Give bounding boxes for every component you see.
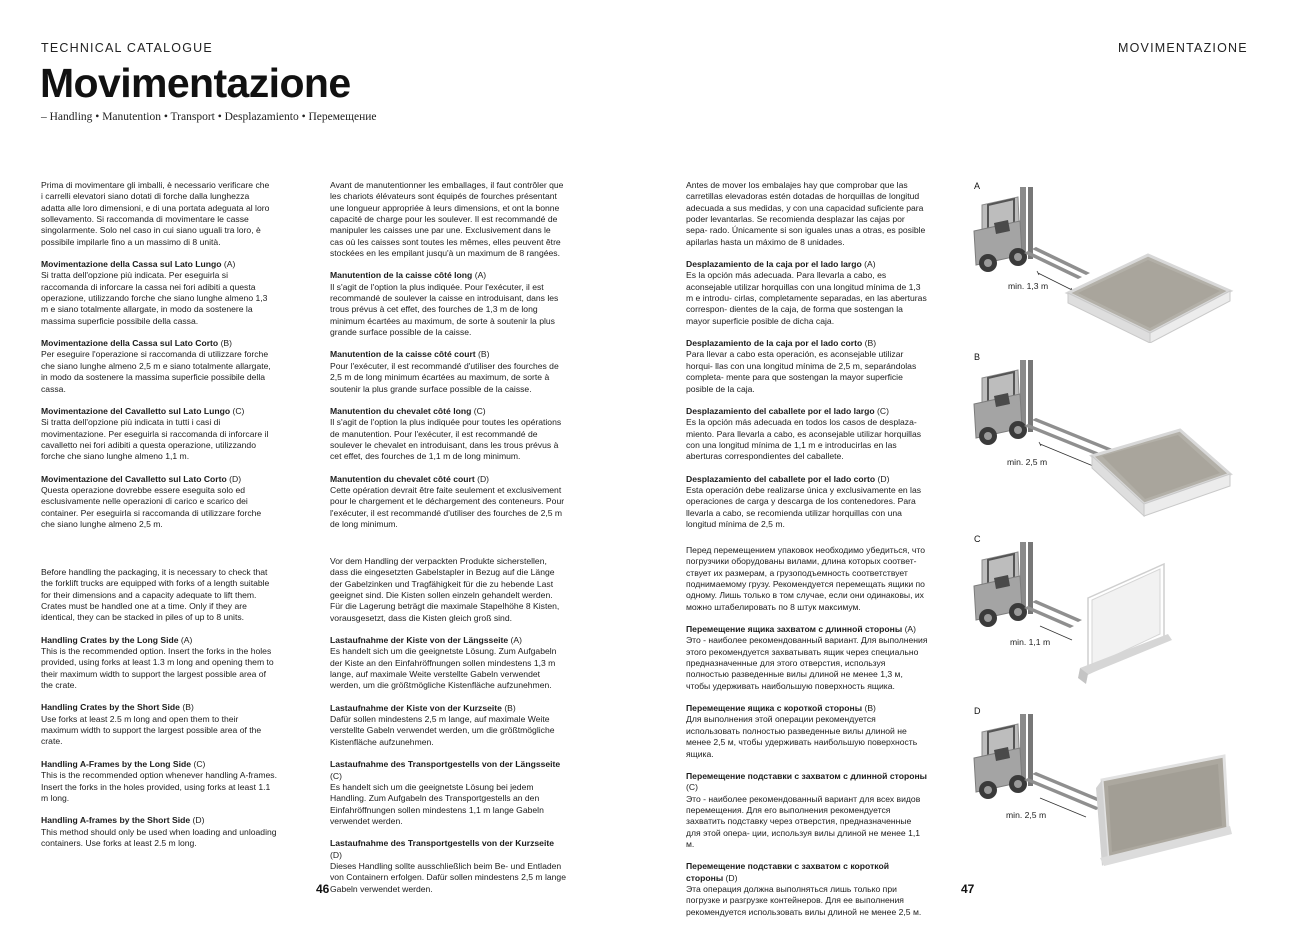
- section-tag: (C): [330, 770, 342, 781]
- german-section-b: [330, 703, 566, 748]
- page-number-left: 46: [316, 882, 330, 896]
- section-heading: Desplazamiento de la caja por el lado corto: [686, 338, 863, 349]
- figure-d-illustration: [968, 710, 1248, 870]
- figure-d-dimension: min. 2,5 m: [1006, 810, 1047, 820]
- german-intro: Vor dem Handling der verpackten Produkte sicherstellen, dass die eingesetzten Gabelstapler in Bezug auf die Länge der Gabelzinken und Tragfähigkeit für die zu hebende Last geeignet sind. Die Kisten sollen einzeln gehandelt werden. Für die Lagerung beträgt die maximale Stapelhöhe 8 Kisten, vorausgesetzt, dass die Kisten gleich groß sind.: [330, 556, 560, 623]
- section-heading: Lastaufnahme des Transportgestells von der Kurzseite: [330, 838, 554, 849]
- german-section-a: [330, 635, 566, 692]
- russian-section-d: [686, 861, 928, 918]
- figure-c-letter: C: [974, 534, 981, 544]
- section-body: This is the recommended option whenever handling A-frames. Insert the forks in the holes provided, using forks at least 1.1 m long.: [41, 770, 277, 803]
- section-heading: Handling A-frames by the Short Side: [41, 815, 191, 826]
- section-body: Для выполнения этой операции рекомендуется использовать полностью разведенные вилы длиной не менее 2,5 м, чтобы удерживать наибольшую поверхность ящика.: [686, 714, 918, 759]
- section-body: Es handelt sich um die geeignetste Lösung. Zum Aufgabeln der Kiste an den Einfahröffnungen sollen mindestens 1,3 m lange, auf maximale Weite verstellte Gabeln verwendet werden, um die größtmögliche Kistenfläche aufzunehmen.: [330, 646, 557, 691]
- italian-column: [41, 180, 273, 541]
- section-body: Si tratta dell'opzione più indicata in tutti i casi di movimentazione. Per eseguirla si raccomanda di inforcare il cavalletto nei fori adibiti a questa operazione, utilizzando forche che siano lunghe almeno 1,1 m.: [41, 417, 269, 462]
- german-section-c: [330, 759, 566, 827]
- spanish-section-b: [686, 338, 928, 395]
- section-heading: Lastaufnahme der Kiste von der Kurzseite: [330, 702, 502, 713]
- figure-c-dimension: min. 1,1 m: [1010, 637, 1051, 647]
- english-section-c: [41, 759, 277, 804]
- section-body: Il s'agit de l'option la plus indiquée. Pour l'exécuter, il est recommandé de soulever la caisse en introduisant, dans les trous prévus à cet effet, des fourches de 1,3 m de long minimum écartées au maximum, de sorte à soutenir la plus grande surface possible de la caisse.: [330, 281, 559, 338]
- section-body: This is the recommended option. Insert the forks in the holes provided, using forks at least 1.3 m long and opening them to their maximum width to support the largest possible area of the crate.: [41, 646, 274, 691]
- section-tag: (A): [474, 270, 487, 281]
- section-body: Es la opción más adecuada en todos los casos de desplaza- miento. Para llevarla a cabo, es aconsejable utilizar horquillas con una longitud mínima de 1,1 m e introducirlas en las aberturas correspondientes del caballete.: [686, 417, 922, 462]
- section-tag: (B): [220, 338, 233, 349]
- section-tag: (A): [180, 634, 193, 645]
- english-intro: Before handling the packaging, it is necessary to check that the forklift trucks are equipped with forks of a length suitable for their dimensions and a capacity adequate to lift them. Crates must be handled one at a time. Only if they are identical, they can be stacked in piles of up to 8 units.: [41, 567, 270, 623]
- section-tag: (D): [330, 849, 342, 860]
- russian-section-c: [686, 771, 928, 850]
- section-heading: Movimentazione del Cavalletto sul Lato Lungo: [41, 405, 231, 416]
- spanish-section-a: [686, 259, 928, 327]
- english-section-a: [41, 635, 277, 692]
- section-body: Use forks at least 2.5 m long and open them to their maximum width to support the largest possible area of the crate.: [41, 713, 262, 747]
- section-body: Эта операция должна выполняться лишь только при погрузке и разгрузке контейнеров. Для ее выполнения рекомендуется использовать вилы длиной не менее 2,5 м.: [686, 883, 922, 917]
- section-tag: (C): [686, 782, 698, 793]
- section-body: Dafür sollen mindestens 2,5 m lange, auf maximale Weite verstellte Gabeln verwendet werden, um die größtmögliche Kistenfläche aufzunehmen.: [330, 714, 555, 747]
- section-heading: Manutention du chevalet côté court: [330, 473, 475, 484]
- spanish-intro: Antes de mover los embalajes hay que comprobar que las carretillas elevadoras estén dotadas de horquillas de longitud adecuada a sus medidas, y con una capacidad suficiente para poder levantarlas. Se recomienda desplazar las cajas por sepa- rado. Únicamente si son iguales unas a otras, es posible apilarlas hasta un máximo de 8 unidades.: [686, 180, 926, 247]
- german-column: [330, 556, 566, 906]
- section-tag: (B): [864, 703, 876, 714]
- crate-icon: [1068, 255, 1230, 343]
- figure-b-dimension: min. 2,5 m: [1007, 457, 1048, 467]
- section-tag: (D): [725, 872, 738, 883]
- section-body: Es la opción más adecuada. Para llevarla a cabo, es aconsejable utilizar horquillas con una longitud mínima de 1,3 m e introdu- cirlas, completamente separadas, en las aberturas correspon- dientes de la caja, de forma que sostengan la mayor superficie posible de dicha caja.: [686, 270, 927, 326]
- section-tag: (A): [904, 624, 917, 635]
- forklift-icon: [974, 542, 1082, 628]
- english-column: [41, 567, 277, 860]
- section-tag: (B): [864, 338, 877, 349]
- section-tag: (D): [877, 473, 890, 484]
- section-kicker-right: MOVIMENTAZIONE: [1118, 41, 1248, 55]
- spanish-section-d: [686, 474, 928, 531]
- russian-section-a: [686, 624, 928, 692]
- section-heading: Movimentazione del Cavalletto sul Lato Corto: [41, 473, 227, 484]
- section-body: This method should only be used when loading and unloading containers. Use forks at least 2.5 m long.: [41, 826, 277, 848]
- page-title: Movimentazione: [40, 60, 351, 106]
- crate-icon: [1092, 430, 1230, 516]
- section-heading: Handling A-Frames by the Long Side: [41, 758, 192, 769]
- section-heading: Manutention du chevalet côté long: [330, 405, 472, 416]
- french-section-a: [330, 270, 566, 338]
- italian-section-d: [41, 474, 273, 531]
- page-number-right: 47: [961, 882, 975, 896]
- french-section-d: [330, 474, 566, 531]
- french-section-c: [330, 406, 566, 463]
- section-body: Questa operazione dovrebbe essere eseguita solo ed esclusivamente nelle operazioni di carico e scarico dei container. Per eseguirla si raccomanda di utilizzare forche che siano lunghe almeno 2,5 m.: [41, 484, 262, 529]
- section-tag: (A): [864, 259, 876, 270]
- figure-a-letter: A: [974, 181, 981, 191]
- section-body: Es handelt sich um die geeignetste Lösung bei jedem Handling. Zum Aufgabeln des Transportgestells an den Einfahröffnungen sollen mindestens 1,1 m lange Gabeln verwendet werden.: [330, 781, 544, 826]
- forklift-icon: [974, 360, 1120, 460]
- french-intro: Avant de manutentionner les emballages, il faut contrôler que les chariots élévateurs sont équipés de fourches présentant une longueur appropriée à leurs dimensions, et ont la bonne capacité de charge pour les soulever. Il est recommandé de manipuler les caisses une par une. Exclusivement dans le cas où les caisses sont toutes les mêmes, elles peuvent être stockées en les empilant jusqu'à un maximum de 8 rangées.: [330, 180, 564, 259]
- forklift-icon: [974, 714, 1108, 810]
- section-body: Cette opération devrait être faite seulement et exclusivement pour le chargement et le déchargement des conteneurs. Pour l'exécuter, il est recommandé d'utiliser des fourches de 2,5 m de long minimum.: [330, 484, 565, 529]
- section-heading: Desplazamiento del caballete por el lado corto: [686, 473, 876, 484]
- italian-section-a: [41, 259, 273, 327]
- section-heading: Перемещение ящика с короткой стороны: [686, 703, 863, 714]
- italian-section-b: [41, 338, 273, 395]
- section-heading: Lastaufnahme der Kiste von der Längsseite: [330, 635, 509, 646]
- section-heading: Movimentazione della Cassa sul Lato Lungo: [41, 259, 222, 270]
- section-heading: Lastaufnahme des Transportgestells von der Längsseite: [330, 759, 561, 770]
- forklift-icon: [974, 187, 1090, 279]
- section-heading: Handling Crates by the Short Side: [41, 702, 180, 713]
- english-section-b: [41, 702, 277, 747]
- section-tag: (C): [232, 405, 245, 416]
- section-tag: (A): [510, 635, 522, 646]
- a-frame-icon: [1096, 756, 1232, 866]
- section-body: Это - наиболее рекомендованный вариант. Для выполнения этого рекомендуется захватывать ящик через специально предназначенные для этого отверстия, используя полностью разведенные вилы длиной не менее 1,3 м, чтобы удерживать наибольшую поверхность ящика.: [686, 635, 928, 691]
- section-heading: Manutention de la caisse côté long: [330, 270, 473, 281]
- section-heading: Перемещение ящика захватом с длинной стороны: [686, 624, 903, 635]
- section-tag: (B): [478, 349, 490, 360]
- section-heading: Movimentazione della Cassa sul Lato Corto: [41, 338, 219, 349]
- figure-a-dimension: min. 1,3 m: [1008, 281, 1049, 291]
- section-body: Pour l'exécuter, il est recommandé d'utiliser des fourches de 2,5 m de long minimum écartées au maximum, de sorte à soutenir la plus grande surface possible de la caisse.: [330, 360, 559, 394]
- figure-c-illustration: [968, 538, 1248, 708]
- russian-intro: Перед перемещением упаковок необходимо убедиться, что погрузчики оборудованы вилами, длина которых соответ- ствует их размерам, а грузоподъемность соответствует поднимаемому грузу. Рекомендуется перемещать ящики по одному. Лишь только в том случае, если они одинаковы, их можно штабелировать по 8 штук максимум.: [686, 545, 926, 612]
- section-body: Per eseguire l'operazione si raccomanda di utilizzare forche che siano lunghe almeno 2,5 m e siano totalmente allargate, in modo da sostenere la massima superficie possibile della cassa.: [41, 349, 271, 394]
- figure-b-letter: B: [974, 352, 981, 362]
- section-heading: Manutention de la caisse côté court: [330, 349, 476, 360]
- section-tag: (C): [193, 758, 206, 769]
- section-body: Para llevar a cabo esta operación, es aconsejable utilizar horqui- llas con una longitud mínima de 2,5 m, separándolas completa- mente para que sostengan la mayor superficie posible de la caja.: [686, 349, 917, 394]
- section-tag: (C): [473, 405, 486, 416]
- french-column: [330, 180, 566, 541]
- section-heading: Перемещение подставки с захватом с короткой стороны: [686, 861, 889, 883]
- section-heading: Desplazamiento del caballete por el lado largo: [686, 405, 875, 416]
- a-frame-icon: [1078, 564, 1172, 684]
- figure-d-letter: D: [974, 706, 981, 716]
- section-body: Il s'agit de l'option la plus indiquée pour toutes les opérations de manutention. Pour l'exécuter, il est recommandé de soulever le chevalet en introduisant, dans les trous prévus à cet effet, des fourches de 1,1 m de long minimum.: [330, 417, 562, 462]
- section-body: Это - наиболее рекомендованный вариант для всех видов перемещения. Для его выполнения рекомендуется захватить подставку через отверстия, предназначенные для этой опера- ции, используя вилы длиной не менее 1,1 м.: [686, 793, 921, 849]
- section-heading: Перемещение подставки с захватом с длинной стороны: [686, 770, 927, 781]
- section-tag: (C): [877, 405, 889, 416]
- french-section-b: [330, 349, 566, 394]
- section-body: Esta operación debe realizarse única y exclusivamente en las operaciones de carga y descarga de los contenedores. Para llevarla a cabo, se recomienda utilizar horquillas con una longitud mínima de 2,5 m.: [686, 484, 922, 529]
- section-tag: (D): [229, 473, 242, 484]
- figure-b-illustration: [968, 356, 1248, 526]
- section-tag: (B): [182, 702, 194, 713]
- section-tag: (D): [477, 473, 490, 484]
- catalogue-kicker: TECHNICAL CATALOGUE: [41, 41, 213, 55]
- italian-intro: Prima di movimentare gli imballi, è necessario verificare che i carrelli elevatori siano dotati di forche dalla lunghezza adatta alle loro dimensioni, e di una portata adeguata al loro sollevamento. Si raccomanda di movimentare le casse singolarmente. Solo nel caso in cui siano uguali tra loro, è possibile impilarle fino a un massimo di 8 unità.: [41, 180, 270, 247]
- section-body: Dieses Handling sollte ausschließlich beim Be- und Entladen von Containern erfolgen. Dafür sollen mindestens 2,5 m lange Gabeln verwendet werden.: [330, 860, 566, 894]
- section-tag: (D): [192, 815, 205, 826]
- english-section-d: [41, 815, 277, 849]
- german-section-d: [330, 838, 566, 895]
- section-tag: (B): [504, 702, 516, 713]
- section-body: Si tratta dell'opzione più indicata. Per eseguirla si raccomanda di inforcare la cassa nei fori adibiti a questa operazione, utilizzando forche che siano lunghe almeno 1,3 m e siano totalmente allargate, in modo da sostenere la massima superficie possibile della cassa.: [41, 270, 268, 326]
- page-subtitle: – Handling • Manutention • Transport • Desplazamiento • Перемещение: [41, 111, 377, 123]
- section-heading: Handling Crates by the Long Side: [41, 634, 179, 645]
- section-heading: Desplazamiento de la caja por el lado largo: [686, 259, 862, 270]
- spanish-section-c: [686, 406, 928, 463]
- figure-a-illustration: [968, 183, 1248, 343]
- russian-section-b: [686, 703, 928, 760]
- russian-column: [686, 545, 928, 929]
- spanish-column: [686, 180, 928, 541]
- italian-section-c: [41, 406, 273, 463]
- section-tag: (A): [223, 259, 236, 270]
